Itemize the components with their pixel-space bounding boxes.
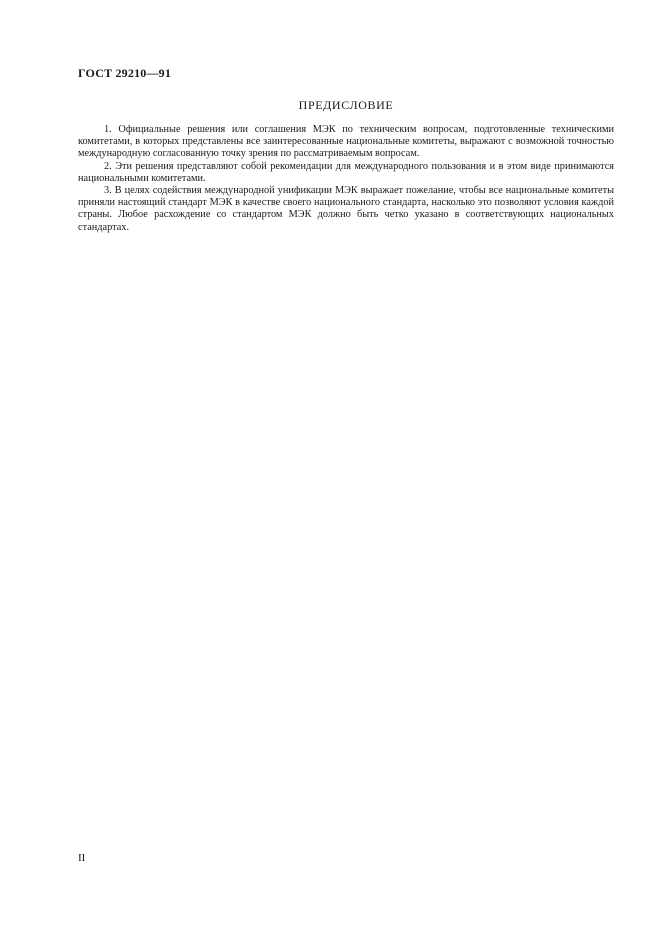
document-code: ГОСТ 29210—91 [78,66,172,80]
section-title: ПРЕДИСЛОВИЕ [298,98,394,112]
paragraph-1: 1. Официальные решения или соглашения МЭК по техническим вопросам, подготовленные техническими комитетами, в которых представлены все заинтересованные национальные комитеты, выражают с возможной точностью международную согласованную точку зрения по рассматриваемым вопросам. [78,124,614,160]
foreword-body [78,124,614,234]
page-number: II [78,852,86,864]
paragraph-3: 3. В целях содействия международной унификации МЭК выражает пожелание, чтобы все национальные комитеты приняли настоящий стандарт МЭК в качестве своего национального стандарта, насколько это позволяют условия каждой страны. Любое расхождение со стандартом МЭК должно быть четко указано в соответствующих национальных стандартах. [78,185,614,233]
paragraph-2: 2. Эти решения представляют собой рекомендации для международного пользования и в этом виде принимаются национальными комитетами. [78,160,614,184]
